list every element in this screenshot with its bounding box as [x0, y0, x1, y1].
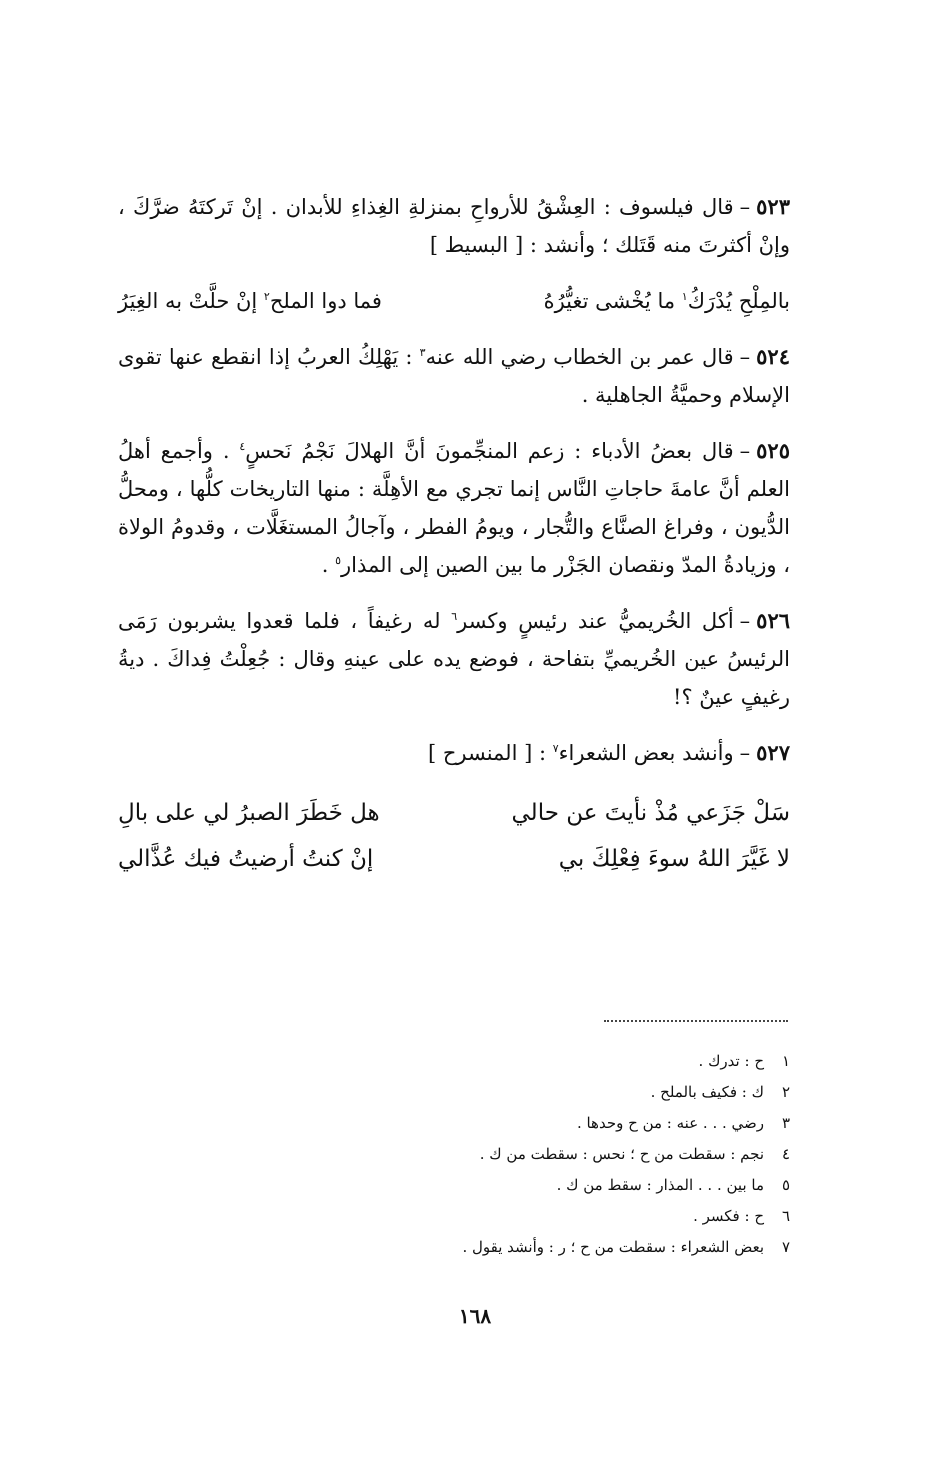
footnote: ١ ح : تدرك .	[698, 1052, 790, 1070]
footnote: ٤ نجم : سقطت من ح ؛ نحس : سقطت من ك .	[479, 1145, 790, 1163]
footnote: ٦ ح : فكسر .	[693, 1207, 790, 1225]
entry-number: ٥٢٤	[756, 344, 790, 369]
page-number: ١٦٨	[458, 1304, 492, 1328]
verse-hemistich-right: لا غَيَّرَ اللهُ سوءَ فِعْلِكَ بي	[558, 846, 790, 872]
entry-526: ٥٢٦–أكل الخُريميُّ عند رئيسٍ وكسر$^٦$ له رغيفاً ، فلما قعدوا يشربون رَمَى الرئيسُ عين الخُريميِّ بتفاحة ، فوضع يده على عينهِ وقال : جُعِلْتُ فِداكَ . ديةُ رغيفٍ عينٌ ؟!	[118, 608, 791, 709]
footnote-ref: ٤	[239, 440, 246, 453]
entry-text: أكل الخُريميُّ عند رئيسٍ وكسر	[457, 609, 734, 633]
entry-number: ٥٢٦	[756, 608, 791, 633]
verse-line	[118, 836, 790, 882]
verse-line	[118, 790, 790, 836]
verse-hemistich-left: فما دوا الملح$^٢$ إنْ حلَّتْ به الغِيَرُ	[118, 289, 382, 313]
entry-number: ٥٢٣	[756, 194, 790, 219]
footnote-ref: ٣	[419, 346, 426, 359]
footnote: ٧ بعض الشعراء : سقطت من ح ؛ ر : وأنشد يقول .	[462, 1238, 790, 1256]
verse-hemistich-right: سَلْ جَزَعي مُذْ نأيتَ عن حالي	[511, 800, 790, 826]
footnotes	[360, 1046, 790, 1263]
footnote-divider	[604, 1020, 788, 1022]
verse-hemistich-left: هل خَطَرَ الصبرُ لي على بالِ	[118, 800, 380, 826]
footnote: ٣ رضي . . . عنه : من ح وحدها .	[576, 1114, 790, 1132]
entry-text: له رغيفاً ، فلما قعدوا يشربون رَمَى الرئيسُ عين الخُريميِّ بتفاحة ، فوضع يده على عينهِ وقال : جُعِلْتُ فِداكَ . ديةُ رغيفٍ عينٌ ؟!	[118, 609, 790, 709]
verse-hemistich-right: بالمِلْحِ يُدْرَكُ$^١$ ما يُخْشى تغيُّرُهُ	[543, 289, 790, 313]
entry-text: قال عمر بن الخطاب رضي الله عنه	[425, 345, 734, 369]
entry-524: ٥٢٤–قال عمر بن الخطاب رضي الله عنه$^٣$ : يَهْلِكُ العربُ إذا انقطع عنها تقوى الإسلام وحميَّةُ الجاهلية .	[118, 344, 790, 407]
entry-523: ٥٢٣–قال فيلسوف : العِشْقُ للأرواحِ بمنزلةِ الغِذاءِ للأبدان . إنْ تَركتَهُ ضرَّكَ ، وإنْ أكثرتَ منه قَتَلك ؛ وأنشد : [ البسيط ]	[118, 194, 790, 257]
entry-text: : [ المنسرح ]	[427, 741, 553, 765]
verse-munsarih	[118, 790, 790, 882]
entry-text: .	[321, 553, 336, 577]
footnote: ٢ ك : فكيف بالملح .	[650, 1083, 790, 1101]
verse-basit	[118, 282, 790, 320]
entry-number: ٥٢٥	[756, 438, 790, 463]
entry-527: ٥٢٧–وأنشد بعض الشعراء$^٧$ : [ المنسرح ]	[427, 740, 790, 765]
entry-text: قال بعضُ الأدباء : زعم المنجِّمونَ أنَّ الهلالَ نَجْمُ نَحسٍ	[245, 439, 734, 463]
entry-text: قال فيلسوف : العِشْقُ للأرواحِ بمنزلةِ الغِذاءِ للأبدان . إنْ تَركتَهُ ضرَّكَ ، وإنْ أكثرتَ منه قَتَلك ؛ وأنشد : [ البسيط ]	[118, 195, 790, 257]
footnote-ref: ٦	[451, 610, 458, 623]
footnote-ref: ٥	[335, 554, 342, 567]
verse-hemistich-left: إنْ كنتُ أرضيتُ فيك عُذَّالي	[118, 846, 374, 872]
entry-number: ٥٢٧	[756, 740, 790, 765]
footnote-ref: ٧	[552, 742, 559, 755]
entry-text: : يَهْلِكُ العربُ إذا انقطع عنها تقوى الإسلام وحميَّةُ الجاهلية .	[118, 345, 790, 407]
entry-525: ٥٢٥–قال بعضُ الأدباء : زعم المنجِّمونَ أنَّ الهلالَ نَجْمُ نَحسٍ$^٤$ . وأجمع أهلُ العلم أنَّ عامةَ حاجاتِ النَّاس إنما تجري مع الأهِلَّة : منها التاريخات كلُّها ، ومحلُّ الدُّيون ، وفراغ الصنَّاع والتُّجار ، ويومُ الفطر ، وآجالُ المستغَلَّات ، وقدومُ الولاة ، وزيادةُ المدّ ونقصان الجَزْر ما بين الصين إلى المذار$^٥$ .	[118, 438, 790, 577]
page-body	[118, 188, 790, 912]
footnote: ٥ ما بين . . . المذار : سقط من ك .	[556, 1176, 790, 1194]
entry-text: وأنشد بعض الشعراء	[558, 741, 734, 765]
entry-text: . وأجمع أهلُ العلم أنَّ عامةَ حاجاتِ النَّاس إنما تجري مع الأهِلَّة : منها التاريخات كلُّها ، ومحلُّ الدُّيون ، وفراغ الصنَّاع والتُّجار ، ويومُ الفطر ، وآجالُ المستغَلَّات ، وقدومُ الولاة ، وزيادةُ المدّ ونقصان الجَزْر ما بين الصين إلى المذار	[118, 439, 790, 577]
